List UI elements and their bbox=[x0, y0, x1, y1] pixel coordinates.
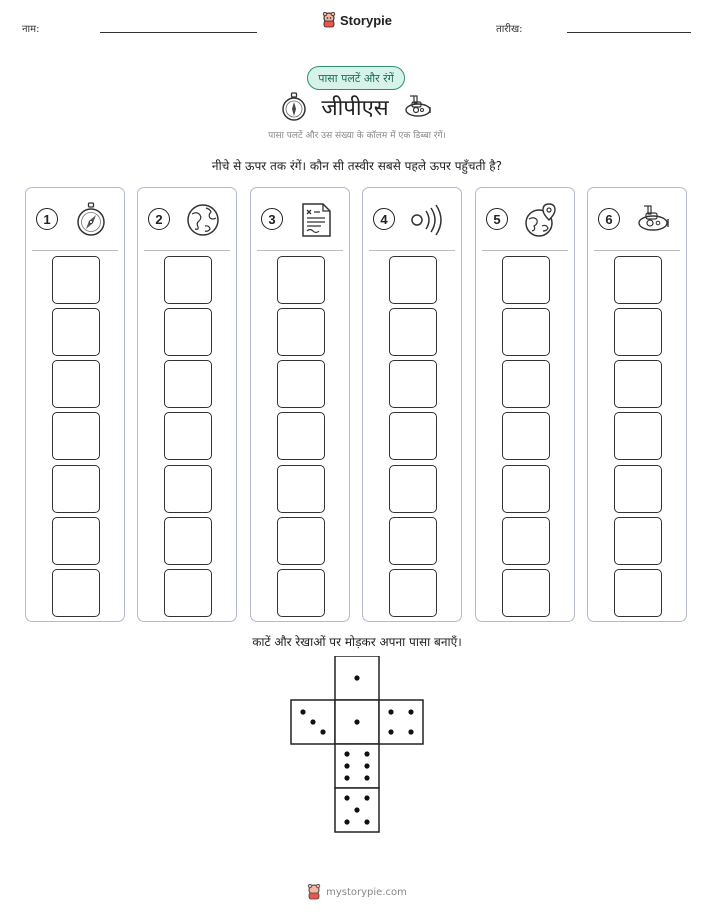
compass-icon bbox=[72, 202, 110, 238]
column-2 bbox=[137, 187, 237, 622]
globe-location-icon bbox=[522, 202, 560, 238]
color-box[interactable] bbox=[52, 308, 100, 356]
date-field-line[interactable] bbox=[567, 32, 691, 33]
die-net bbox=[290, 656, 426, 836]
storypie-mascot-icon bbox=[322, 12, 336, 28]
subtitle: पासा पलटें और उस संख्या के कॉलम में एक डिब्बा रंगें। bbox=[268, 131, 446, 141]
column-number: 6 bbox=[598, 208, 620, 230]
storypie-mascot-icon bbox=[307, 884, 321, 900]
column-divider bbox=[32, 250, 118, 251]
color-box[interactable] bbox=[52, 517, 100, 565]
column-divider bbox=[257, 250, 343, 251]
column-divider bbox=[369, 250, 455, 251]
color-box[interactable] bbox=[277, 465, 325, 513]
color-box[interactable] bbox=[614, 308, 662, 356]
color-box[interactable] bbox=[389, 569, 437, 617]
color-box[interactable] bbox=[502, 569, 550, 617]
color-box[interactable] bbox=[614, 517, 662, 565]
color-box[interactable] bbox=[52, 465, 100, 513]
color-box[interactable] bbox=[164, 360, 212, 408]
column-header bbox=[138, 202, 236, 242]
color-box[interactable] bbox=[164, 308, 212, 356]
color-box[interactable] bbox=[389, 308, 437, 356]
color-box[interactable] bbox=[502, 360, 550, 408]
color-box[interactable] bbox=[277, 360, 325, 408]
color-box[interactable] bbox=[164, 517, 212, 565]
column-header bbox=[476, 202, 574, 242]
color-box[interactable] bbox=[277, 517, 325, 565]
color-box[interactable] bbox=[614, 360, 662, 408]
column-divider bbox=[144, 250, 230, 251]
column-number: 4 bbox=[373, 208, 395, 230]
color-box[interactable] bbox=[389, 256, 437, 304]
color-box[interactable] bbox=[614, 465, 662, 513]
submarine-icon bbox=[403, 93, 433, 121]
color-box[interactable] bbox=[389, 465, 437, 513]
column-4 bbox=[362, 187, 462, 622]
column-6 bbox=[587, 187, 687, 622]
color-box[interactable] bbox=[614, 569, 662, 617]
page-title: जीपीएस bbox=[321, 96, 389, 121]
brand-name: Storypie bbox=[339, 12, 392, 28]
column-header bbox=[363, 202, 461, 242]
date-label: तारीख: bbox=[496, 24, 523, 35]
brand-logo bbox=[0, 12, 714, 28]
color-box[interactable] bbox=[52, 256, 100, 304]
color-box[interactable] bbox=[389, 517, 437, 565]
color-box[interactable] bbox=[502, 517, 550, 565]
color-box[interactable] bbox=[389, 360, 437, 408]
name-field-line[interactable] bbox=[100, 32, 257, 33]
die-face-lower bbox=[335, 744, 379, 788]
name-label: नाम: bbox=[22, 24, 40, 35]
color-box[interactable] bbox=[502, 256, 550, 304]
column-divider bbox=[482, 250, 568, 251]
column-number: 3 bbox=[261, 208, 283, 230]
column-divider bbox=[594, 250, 680, 251]
instruction-text: नीचे से ऊपर तक रंगें। कौन सी तस्वीर सबसे पहले ऊपर पहुँचती है? bbox=[211, 159, 503, 173]
submarine-icon bbox=[634, 202, 672, 238]
color-box[interactable] bbox=[164, 465, 212, 513]
document-icon bbox=[297, 202, 335, 238]
fold-instruction: काटें और रेखाओं पर मोड़कर अपना पासा बनाएँ। bbox=[252, 635, 462, 649]
column-number: 1 bbox=[36, 208, 58, 230]
color-box[interactable] bbox=[52, 412, 100, 460]
color-box[interactable] bbox=[164, 412, 212, 460]
color-box[interactable] bbox=[277, 412, 325, 460]
color-box[interactable] bbox=[52, 360, 100, 408]
color-box[interactable] bbox=[502, 308, 550, 356]
column-5 bbox=[475, 187, 575, 622]
column-header bbox=[251, 202, 349, 242]
color-box[interactable] bbox=[164, 569, 212, 617]
globe-icon bbox=[184, 202, 222, 238]
column-3 bbox=[250, 187, 350, 622]
title-row bbox=[0, 92, 714, 122]
color-box[interactable] bbox=[502, 465, 550, 513]
color-box[interactable] bbox=[502, 412, 550, 460]
compass-icon bbox=[281, 92, 307, 122]
activity-badge: पासा पलटें और रंगें bbox=[307, 66, 405, 90]
footer bbox=[0, 884, 714, 900]
footer-url[interactable]: mystorypie.com bbox=[326, 886, 407, 898]
color-box[interactable] bbox=[614, 412, 662, 460]
color-box[interactable] bbox=[277, 256, 325, 304]
column-header bbox=[26, 202, 124, 242]
color-box[interactable] bbox=[164, 256, 212, 304]
color-box[interactable] bbox=[614, 256, 662, 304]
color-box[interactable] bbox=[277, 308, 325, 356]
color-box[interactable] bbox=[52, 569, 100, 617]
color-box[interactable] bbox=[277, 569, 325, 617]
column-number: 5 bbox=[486, 208, 508, 230]
column-number: 2 bbox=[148, 208, 170, 230]
column-header bbox=[588, 202, 686, 242]
signal-icon bbox=[409, 202, 447, 238]
color-box[interactable] bbox=[389, 412, 437, 460]
die-face-right bbox=[379, 700, 423, 744]
column-1 bbox=[25, 187, 125, 622]
